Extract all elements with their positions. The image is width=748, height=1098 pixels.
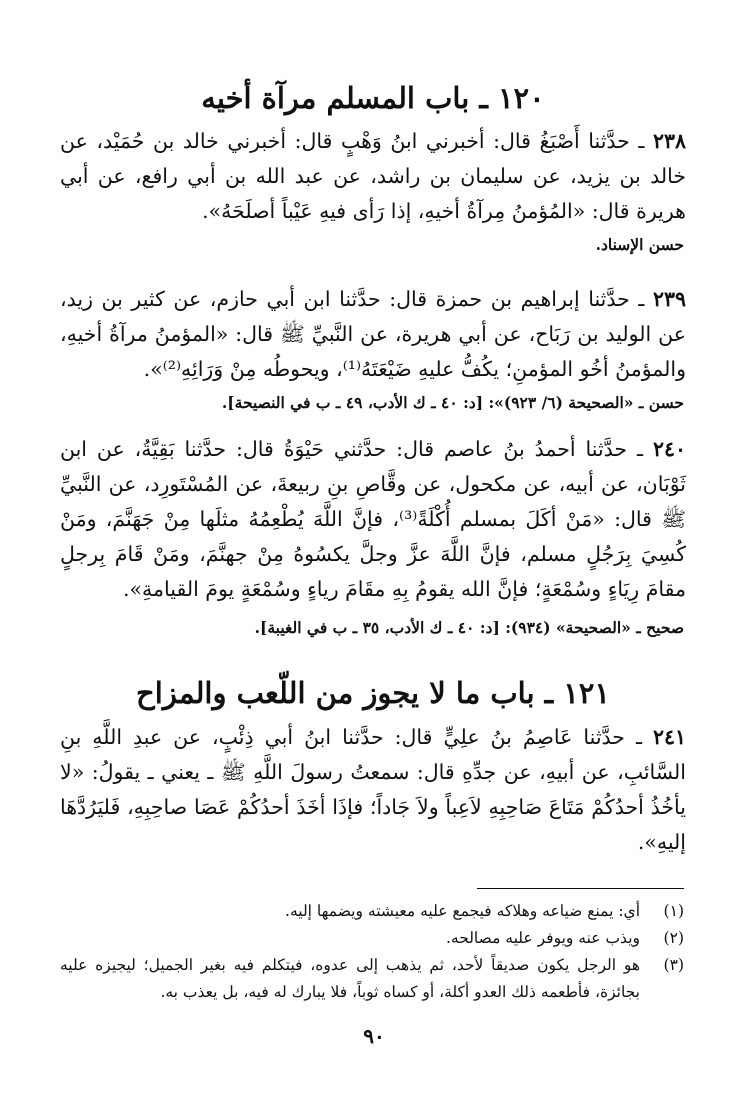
hadith-grading-240: صحيح ـ «الصحيحة» (٩٣٤): [د: ٤٠ ـ ك الأدب، ٣٥ ـ ب في الغيبة]. [254,618,684,637]
chapter-title-120: ١٢٠ ـ باب المسلم مرآة أخيه [201,81,545,115]
footnote-3 [60,952,684,1006]
hadith-text: ـ حدَّثنا أَصْبَغُ قال: أخبرني ابنُ وَهْبٍ قال: أخبرني خالد بن حُمَيْد، عن خالد بن يزيد، عن سليمان بن راشد، عن عبد الله بن أبي رافع، عن أبي هريرة قال: «المُؤمنُ مِرآةُ أخيهِ، إذا رَأى فيهِ عَيْباً أصلَحَهُ». [60,129,686,223]
footnote-separator [477,888,684,889]
footnote-text: ويذب عنه ويوفر عليه مصالحه. [445,929,640,947]
hadith-number: ٢٤١ [652,725,686,749]
footnotes [60,898,684,1006]
hadith-241 [60,720,686,860]
hadith-239 [60,282,686,387]
footnote-1 [60,898,684,925]
hadith-text: ـ حدَّثنا أحمدُ بنُ عاصم قال: حدَّثني حَيْوَةُ قال: حدَّثنا بَقِيَّةُ، عن ابن ثَوْبَان، عن أبيه، عن مكحول، عن وقَّاصِ بنِ ربيعةَ، عن المُسْتَورِد، عن النَّبيِّ ﷺ قال: «مَنْ أكَلَ بمسلم أُكْلَةً⁽³⁾، فإنَّ اللَّهَ يُطْعِمُهُ مثلَها مِنْ جَهَنَّمَ، ومَنْ كُسِيَ بِرَجُلٍ مسلم، فإنَّ اللَّهَ عزَّ وجلَّ يكسُوهُ مِنْ جهنَّمَ، ومَنْ قَامَ بِرجلٍ مقامَ رِيَاءٍ وسُمْعَةٍ؛ فإنَّ الله يقومُ بِهِ مقَامَ رياءٍ وسُمْعَةٍ يومَ القيامةِ». [60,437,686,601]
page-number: ٩٠ [363,1024,385,1048]
footnote-number: (٢) [663,929,684,947]
footnote-number: (٣) [663,956,684,974]
hadith-number: ٢٤٠ [652,437,686,461]
hadith-text: ـ حدَّثنا عَاصِمُ بنُ علِيٍّ قال: حدَّثنا ابنُ أبي ذِئْبٍ، عن عبدِ اللَّهِ بنِ السَّائبِ، عن أبيهِ، عن جدِّهِ قال: سمعتُ رسولَ اللَّهِ ﷺ ـ يعني ـ يقولُ: «لا يأخُذُ أحدُكُمْ مَتَاعَ صَاحِبِهِ لاَعِباً ولاَ جَاداً؛ فإذَا أخَذَ أحدُكُمْ عَصَا صاحِبِهِ، فَليَرُدَّهَا إليهِ». [60,725,686,854]
footnote-text: أي: يمنع ضياعه وهلاكه فيجمع عليه معيشته ويضمها إليه. [285,902,640,920]
hadith-238 [60,124,686,229]
footnote-2 [60,925,684,952]
hadith-number: ٢٣٨ [652,129,686,153]
hadith-number: ٢٣٩ [652,287,686,311]
footnote-text: هو الرجل يكون صديقاً لأحد، ثم يذهب إلى عدوه، فيتكلم فيه بغير الجميل؛ ليجيزه عليه بجائزة، فأطعمه ذلك العدو أكلة، أو كساه ثوباً، فلا يبارك له فيه، بل يعذب به. [60,956,640,1001]
hadith-text: ـ حدَّثنا إبراهيم بن حمزة قال: حدَّثنا ابن أبي حازم، عن كثير بن زيد، عن الوليد بن رَبَاح، عن أبي هريرة، عن النَّبيِّ ﷺ قال: «المؤمنُ مرآةُ أخيهِ، والمؤمنُ أخُو المؤمنِ؛ يكُفُّ عليهِ ضَيْعَتَهُ⁽¹⁾، ويحوطُه مِنْ وَرَائِهِ⁽²⁾». [60,287,686,381]
chapter-title-121: ١٢١ ـ باب ما لا يجوز من اللّعب والمزاح [136,676,610,710]
footnote-number: (١) [663,902,684,920]
hadith-grading-239: حسن ـ «الصحيحة (٦/ ٩٢٣)»: [د: ٤٠ ـ ك الأدب، ٤٩ ـ ب في النصيحة]. [221,393,684,412]
hadith-grading-238: حسن الإسناد. [595,235,684,254]
hadith-240 [60,432,686,607]
